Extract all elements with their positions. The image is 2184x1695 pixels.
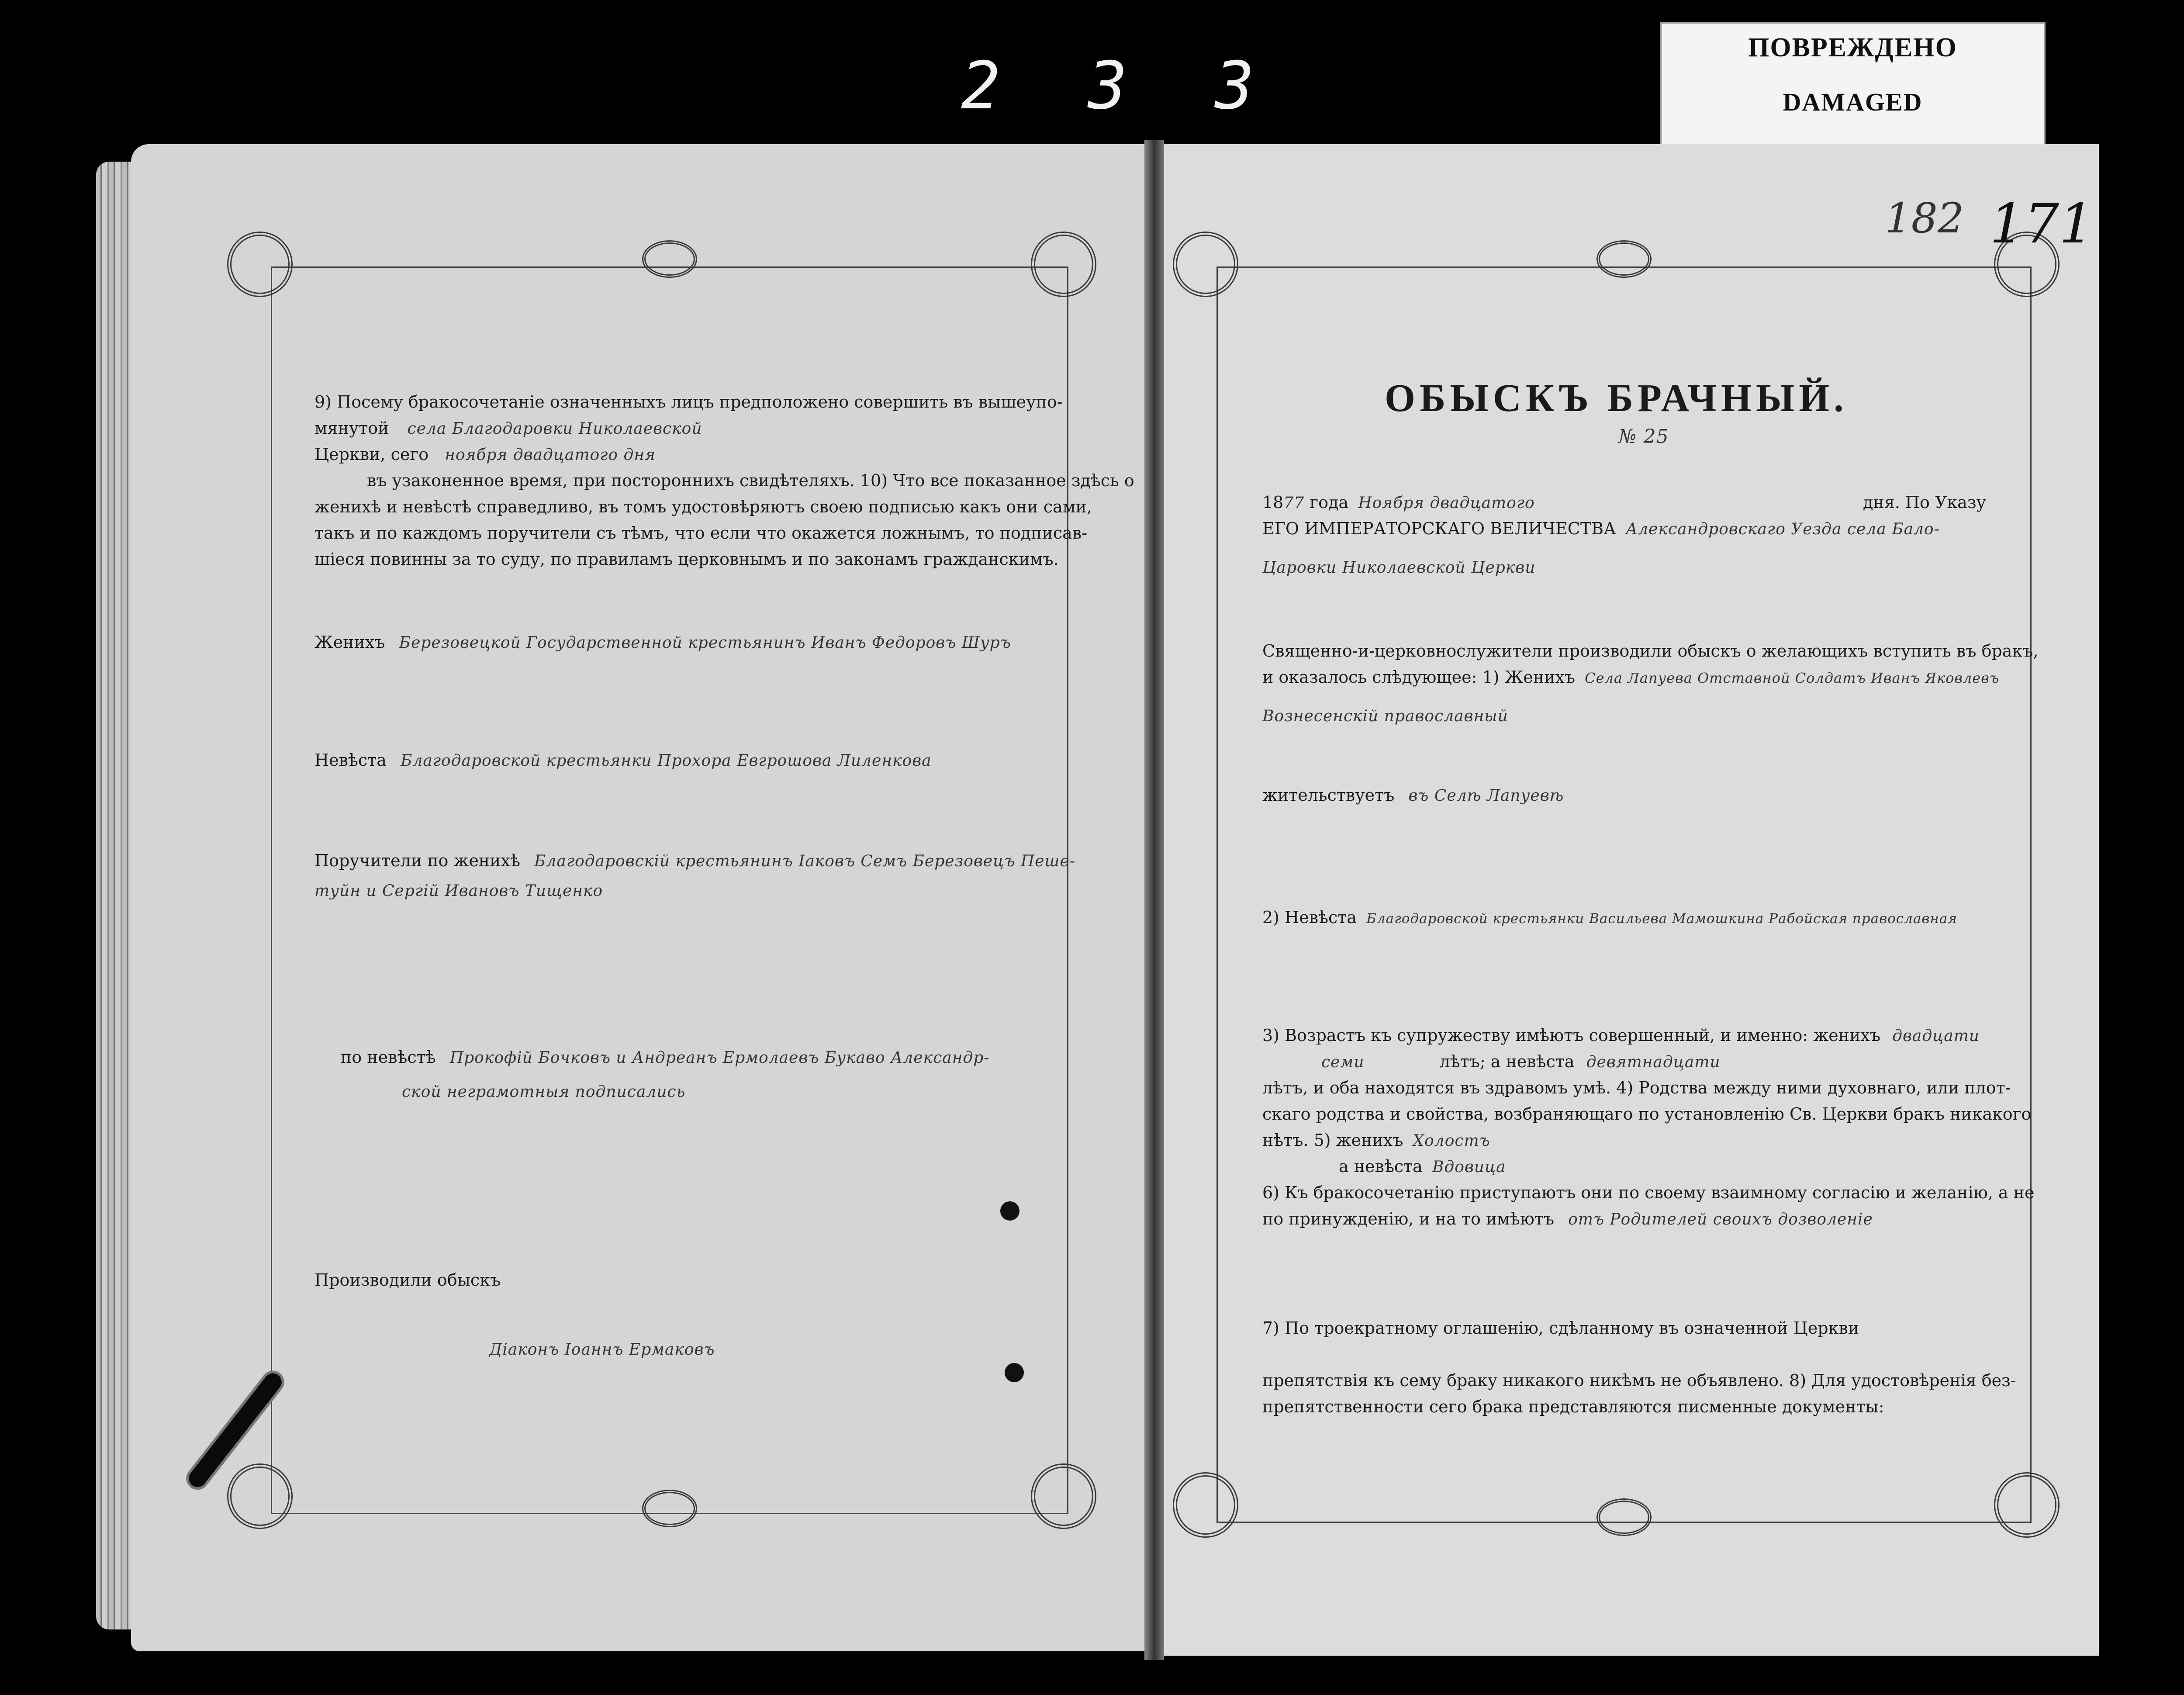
compulsion-row (1262, 1206, 1873, 1233)
damaged-stamp-en: DAMAGED (1783, 88, 1923, 116)
age-groom-hand-1: двадцати (1892, 1027, 1980, 1045)
ornament-top-right-icon (1031, 232, 1096, 297)
groom-label: Женихъ (314, 633, 385, 652)
banns-line: 7) По троекратному оглашенію, сдѣланному въ означенной Церкви (1262, 1318, 1859, 1338)
bride-hand: Благодаровской крестьянки Прохора Евгрошова Лиленкова (401, 752, 932, 770)
ornament-bottom-left-icon (227, 1463, 293, 1529)
left-line-2-print: мянутой (314, 419, 389, 438)
left-line-6: такъ и по каждомъ поручители съ тѣмъ, что если что окажется ложнымъ, то подписав- (314, 523, 1088, 543)
left-line-2-hand: села Благодаровки Николаевской (407, 420, 702, 438)
age-print: 3) Возрастъ къ супружеству имѣютъ совершенный, и именно: женихъ (1262, 1026, 1881, 1045)
ornament-bottom-center-icon (1597, 1498, 1652, 1536)
archive-number: 2 3 3 (961, 48, 1279, 124)
left-line-4: въ узаконенное время, при постороннихъ свидѣтеляхъ. 10) Что все показанное здѣсь о (367, 471, 1134, 490)
found-row (1262, 664, 1999, 691)
left-line-3 (314, 441, 656, 468)
bride-row (314, 747, 932, 774)
ink-blot-icon (1005, 1363, 1024, 1382)
ornament-top-left-icon (227, 232, 293, 297)
consent-line: 6) Къ бракосочетанію приступаютъ они по своему взаимному согласію и желанію, а не (1262, 1183, 2035, 1202)
search-label: Производили обыскъ (314, 1270, 501, 1290)
church-hand-1: Александровскаго Уезда села Бало- (1625, 520, 1940, 538)
ornament-top-left-icon (1173, 232, 1238, 297)
groom-hand: Березовецкой Государственной крестьянинъ Иванъ Федоровъ Шуръ (399, 634, 1011, 652)
ornament-top-center-icon (642, 240, 697, 278)
year-label: года (1310, 493, 1349, 512)
sureties-groom-hand-2: туйн и Сергій Ивановъ Тищенко (314, 882, 603, 900)
sureties-bride-row (341, 1044, 989, 1071)
bride-status-row (1339, 1153, 1506, 1180)
clergy-line: Священно-и-церковнослужители производили обыскъ о желающихъ вступить въ бракъ, (1262, 641, 2039, 661)
sureties-bride-label: по невѣстѣ (341, 1048, 436, 1067)
age-row-2 (1321, 1048, 1721, 1076)
sureties-groom-label: Поручители по женихѣ (314, 851, 520, 870)
bride-row-right (1262, 904, 1957, 932)
residence-label: жительствуетъ (1262, 785, 1395, 805)
groom-row (314, 629, 1011, 656)
groom-faith-hand: Вознесенскій православный (1262, 707, 1508, 725)
residence-hand: въ Селѣ Лапуевѣ (1408, 787, 1564, 805)
year-print: 18 (1262, 493, 1284, 512)
damaged-stamp-ru: ПОВРЕЖДЕНО (1748, 33, 1957, 62)
page-number-ink: 171 (1990, 192, 2094, 256)
impediment-line: препятствія къ сему браку никакого никѣмъ не объявлено. 8) Для удостовѣренія без- (1262, 1371, 2016, 1390)
document-number: № 25 (1618, 425, 1669, 448)
compulsion-print: по принужденію, и на то имѣютъ (1262, 1209, 1555, 1228)
day-label: дня. По Указу (1863, 493, 1986, 512)
found-hand: Села Лапуева Отставной Солдатъ Иванъ Яковлевъ (1585, 670, 2000, 686)
sureties-groom-hand-1: Благодаровскій крестьянинъ Іаковъ Семъ Березовецъ Пеше- (534, 852, 1076, 870)
compulsion-hand: отъ Родителей своихъ дозволеніе (1568, 1211, 1873, 1228)
bride-label: Невѣста (314, 751, 387, 770)
ink-blot-icon (1000, 1201, 1019, 1221)
date-row (1262, 489, 1535, 516)
date-hand: Ноября двадцатого (1358, 494, 1535, 512)
age-row (1262, 1022, 1980, 1049)
damaged-stamp (1660, 22, 2046, 156)
left-line-7: шіеся повинны за то суду, по правиламъ церковнымъ и по законамъ гражданскимъ. (314, 550, 1059, 569)
bride-status-print: а невѣста (1339, 1157, 1423, 1176)
groom-status-row (1262, 1127, 1490, 1154)
ornament-bottom-right-icon (1994, 1472, 2060, 1538)
majesty-label: ЕГО ИМПЕРАТОРСКАГО ВЕЛИЧЕСТВА (1262, 519, 1616, 538)
sureties-bride-hand-1: Прокофій Бочковъ и Андреанъ Ермолаевъ Букаво Александр- (449, 1049, 990, 1067)
groom-status-hand: Холостъ (1413, 1132, 1490, 1150)
ornament-bottom-left-icon (1173, 1472, 1238, 1538)
groom-status-print: нѣтъ. 5) женихъ (1262, 1131, 1403, 1150)
age-groom-hand-2: семи (1321, 1053, 1365, 1071)
sureties-bride-hand-2: ской неграмотныя подписались (402, 1083, 686, 1101)
right-page (1164, 144, 2099, 1656)
page-number-pencil: 182 (1885, 194, 1964, 242)
residence-row (1262, 782, 1564, 809)
left-line-3-print: Церкви, сего (314, 445, 429, 464)
sureties-groom-row (314, 848, 1075, 875)
document-title: ОБЫСКЪ БРАЧНЫЙ. (1385, 377, 1848, 420)
ornament-top-center-icon (1597, 240, 1652, 278)
church-hand-2: Царовки Николаевской Церкви (1262, 559, 1536, 577)
age-bride-label: лѣтъ; а невѣста (1439, 1052, 1575, 1071)
bride-hand-right: Благодаровской крестьянки Васильева Мамошкина Рабойская православная (1366, 911, 1957, 927)
ornament-bottom-right-icon (1031, 1463, 1096, 1529)
bride-status-hand: Вдовица (1432, 1158, 1506, 1176)
search-signature: Діаконъ Іоаннъ Ермаковъ (489, 1341, 715, 1359)
left-line-1: 9) Посему бракосочетаніе означенныхъ лицъ предположено совершить въ вышеупо- (314, 392, 1063, 412)
age-bride-hand: девятнадцати (1586, 1053, 1721, 1071)
majesty-row (1262, 515, 1940, 543)
book-spine (1144, 140, 1164, 1660)
year-hand: 77 (1283, 494, 1305, 512)
left-line-5: женихѣ и невѣстѣ справедливо, въ томъ удостовѣряютъ своею подписью какъ они сами, (314, 497, 1092, 516)
documents-line: препятственности сего брака представляются писменные документы: (1262, 1397, 1884, 1416)
left-line-2 (314, 415, 702, 442)
left-page (131, 144, 1153, 1651)
left-line-3-hand: ноября двадцатого дня (445, 446, 656, 464)
found-print: и оказалось слѣдующее: 1) Женихъ (1262, 668, 1576, 687)
bride-label-right: 2) Невѣста (1262, 908, 1357, 927)
health-line: лѣтъ, и оба находятся въ здравомъ умѣ. 4) Родства между ними духовнаго, или плот- (1262, 1078, 2011, 1097)
ornament-bottom-center-icon (642, 1490, 697, 1527)
kinship-line: скаго родства и свойства, возбраняющаго по установленію Св. Церкви бракъ никакого (1262, 1104, 2032, 1124)
